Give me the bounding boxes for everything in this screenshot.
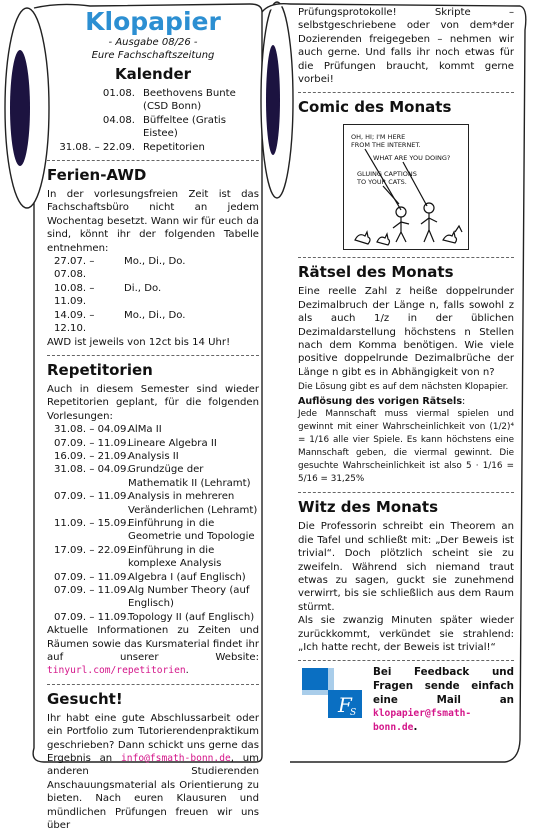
awd-row bbox=[47, 282, 259, 309]
kalender-item bbox=[47, 141, 259, 154]
comic-image bbox=[343, 124, 469, 250]
repetitorium-row bbox=[47, 423, 259, 436]
repetitorium-course: Analysis in mehreren Veränderlichen (Lehramt) bbox=[128, 491, 258, 516]
repetitorien-table bbox=[47, 423, 259, 624]
divider bbox=[298, 660, 514, 661]
feedback-footer bbox=[298, 666, 514, 734]
repetitorien-outro bbox=[47, 624, 259, 678]
gesucht-text-before: Ihr habt eine gute Abschlussarbeit oder ein Portfolio zum Tutorierendenpraktikum geschrieben? Dann schickt uns gerne das Ergebnis an bbox=[47, 712, 259, 765]
kalender-date: 31.08. – 22.09. bbox=[59, 141, 135, 153]
repetitorium-row bbox=[47, 450, 259, 463]
awd-days: Mo., Di., Do. bbox=[124, 309, 186, 321]
info-email-link[interactable]: info@fsmath-bonn.de bbox=[121, 753, 231, 765]
repetitorium-range: 07.09. – 11.09. bbox=[54, 585, 130, 596]
kalender-item bbox=[47, 114, 259, 141]
gesucht-text-after: , um anderen Studierenden Anschauungsmaterial als Orientierung zu bieten. Nach euren Klausuren und mündlichen Prüfungen freuen wir uns über bbox=[47, 753, 259, 832]
kalender-date: 01.08. bbox=[102, 88, 135, 99]
kalender-event: Beethovens Bunte bbox=[143, 88, 236, 99]
repetitorium-range: 16.09. – 21.09. bbox=[54, 450, 130, 462]
kalender-heading: Kalender bbox=[114, 65, 192, 83]
repetitorium-range: 07.09. – 11.09. bbox=[54, 491, 130, 503]
witz-text: Die Professorin schreibt ein Theorem an die Tafel und schließt mit: „Der Beweis ist trivial“. Doch plötzlich scheint sie zu zweifeln. Während sich niemand traut etwas zu sagen, guckt sie zunehmend verwirrt, bis sie schließlich aus dem Raum stürmt. bbox=[298, 521, 514, 613]
divider bbox=[47, 160, 259, 161]
repetitorium-row bbox=[47, 584, 259, 611]
divider bbox=[298, 257, 514, 258]
comic-line-3: WHAT ARE YOU DOING? bbox=[373, 154, 451, 163]
kalender-list bbox=[47, 87, 259, 154]
repetitorium-row bbox=[47, 544, 259, 571]
awd-range: 10.08. – 11.09. bbox=[54, 282, 95, 308]
issue-number: - Ausgabe 08/26 - bbox=[108, 37, 198, 48]
repetitorium-row bbox=[47, 611, 259, 624]
repetitorium-range: 07.09. – 11.09. bbox=[54, 611, 130, 623]
repetitorium-course: Analysis II bbox=[128, 450, 179, 462]
kalender-date bbox=[47, 100, 143, 113]
repetitorium-range: 31.08. – 04.09. bbox=[54, 464, 130, 476]
comic-line-5: TO YOUR CATS. bbox=[357, 178, 407, 187]
awd-range: 27.07. – 07.08. bbox=[54, 256, 95, 281]
gesucht-continuation: Prüfungsprotokolle! Skripte – selbstgeschriebene oder von dem*der Dozierenden freigegeben – nehmen wir auch gerne. Und falls ihr noch etwas für die Prüfungen braucht, kommt gerne vorbei! bbox=[298, 7, 514, 86]
divider bbox=[298, 92, 514, 93]
gesucht-heading: Gesucht! bbox=[47, 689, 123, 708]
repetitorium-course: Einführung in die Geometrie und Topologie bbox=[128, 517, 255, 543]
divider bbox=[47, 684, 259, 685]
right-column bbox=[298, 6, 514, 734]
raetsel-heading: Rätsel des Monats bbox=[298, 263, 454, 282]
repetitorium-range: 11.09. – 15.09. bbox=[54, 517, 130, 529]
repetitorien-outro-text: Aktuelle Informationen zu Zeiten und Räumen sowie das Kursmaterial findet ihr auf unserer Website: bbox=[47, 625, 259, 664]
comic-line-2: FROM THE INTERNET. bbox=[351, 141, 421, 150]
awd-row bbox=[47, 309, 259, 336]
witz-text-2: Als sie zwanzig Minuten später wieder zurückkommt, verkündet sie strahlend: „Ich hatte recht, der Beweis ist trivial!“ bbox=[298, 615, 514, 653]
repetitorium-course: Algebra I (auf Englisch) bbox=[128, 571, 246, 583]
raetsel-solution-heading bbox=[298, 396, 514, 408]
kalender-date: 04.08. bbox=[102, 114, 135, 126]
awd-days: Mo., Di., Do. bbox=[124, 256, 186, 268]
repetitorium-range: 31.08. – 04.09. bbox=[54, 424, 130, 436]
repetitorium-range: 07.09. – 11.09. bbox=[54, 571, 130, 583]
repetitorium-course: Lineare Algebra II bbox=[128, 437, 217, 449]
raetsel-solution-colon: : bbox=[462, 396, 466, 408]
kalender-item bbox=[47, 87, 259, 100]
kalender-event: Büffeltee (Gratis Eistee) bbox=[143, 114, 226, 140]
repetitorien-heading: Repetitorien bbox=[47, 360, 153, 379]
repetitorium-course: Grundzüge der Mathematik II (Lehramt) bbox=[128, 464, 251, 489]
newsletter-tagline: Eure Fachschaftszeitung bbox=[91, 50, 215, 61]
repetitorien-outro-end: . bbox=[185, 665, 189, 677]
divider bbox=[298, 492, 514, 493]
kalender-item bbox=[47, 100, 259, 113]
repetitorium-course: Alg Number Theory (auf Englisch) bbox=[128, 585, 250, 610]
raetsel-text: Eine reelle Zahl z heiße doppelrunder Dezimalbruch der Länge n, falls sowohl z als auch 1/z in der üblichen Dezimaldarstellung höchstens n Stellen nach dem Komma benötigen. Wie viele positive doppelrunde Dezimalbrüche der Länge n gibt es in Abhängigkeit von n? bbox=[298, 286, 514, 378]
comic-line-1: OH, HI; I'M HERE bbox=[351, 133, 406, 142]
klopapier-email-link[interactable]: klopapier@fsmath-bonn.de bbox=[373, 708, 472, 733]
left-column bbox=[47, 6, 259, 833]
witz-heading: Witz des Monats bbox=[298, 498, 439, 517]
repetitorium-row bbox=[47, 490, 259, 517]
comic-line-4: GLUING CAPTIONS bbox=[357, 170, 417, 179]
repetitorium-row bbox=[47, 463, 259, 490]
raetsel-hint: Die Lösung gibt es auf dem nächsten Klopapier. bbox=[298, 382, 509, 393]
raetsel-solution-label: Auflösung des vorigen Rätsels bbox=[298, 396, 463, 408]
fachschaft-logo bbox=[298, 666, 364, 718]
divider bbox=[47, 355, 259, 356]
feedback-text bbox=[373, 666, 514, 734]
kalender-event: (CSD Bonn) bbox=[143, 101, 202, 113]
feedback-text-body: Bei Feedback und Fragen sende einfach eine Mail an bbox=[373, 666, 514, 706]
repetitorium-range: 07.09. – 11.09. bbox=[54, 437, 130, 449]
repetitorium-row bbox=[47, 571, 259, 584]
feedback-text-end: . bbox=[413, 720, 418, 733]
comic-heading: Comic des Monats bbox=[298, 98, 452, 117]
awd-range: 14.09. – 12.10. bbox=[54, 309, 95, 335]
repetitorien-intro: Auch in diesem Semester sind wieder Repetitorien geplant, für die folgenden Vorlesungen: bbox=[47, 383, 259, 422]
awd-table bbox=[47, 255, 259, 335]
newsletter-title: Klopapier bbox=[85, 7, 221, 36]
repetitorien-link[interactable]: tinyurl.com/repetitorien bbox=[47, 665, 186, 677]
awd-note: AWD ist jeweils von 12ct bis 14 Uhr! bbox=[47, 336, 231, 348]
awd-intro: In der vorlesungsfreien Zeit ist das Fachschaftsbüro nicht an jedem Wochentag besetzt. Wann wir für euch da sind, könnt ihr der folgenden Tabelle entnehmen: bbox=[47, 189, 259, 254]
awd-heading: Ferien-AWD bbox=[47, 166, 147, 185]
raetsel-solution: Jede Mannschaft muss viermal spielen und gewinnt mit einer Wahrscheinlichkeit von (1/2)⁴ = 1/16 alle vier Spiele. Es kann höchstens eine Mannschaft geben, die viermal gewinnt. Die gesuchte Wahrscheinlichkeit ist also 5 · 1/16 = 5/16 = 31,25% bbox=[298, 409, 514, 485]
logo-letter-s: S bbox=[350, 708, 357, 719]
awd-row bbox=[47, 255, 259, 282]
repetitorium-row bbox=[47, 517, 259, 544]
gesucht-text bbox=[47, 712, 259, 833]
repetitorium-course: AlMa II bbox=[128, 424, 162, 436]
repetitorium-course: Topology II (auf Englisch) bbox=[128, 611, 255, 623]
repetitorium-range: 17.09. – 22.09. bbox=[54, 544, 130, 556]
repetitorium-row bbox=[47, 437, 259, 450]
logo-letter-f: F bbox=[338, 693, 352, 718]
kalender-event: Repetitorien bbox=[143, 141, 205, 153]
repetitorium-course: Einführung in die komplexe Analysis bbox=[128, 544, 222, 570]
awd-days: Di., Do. bbox=[124, 282, 162, 294]
